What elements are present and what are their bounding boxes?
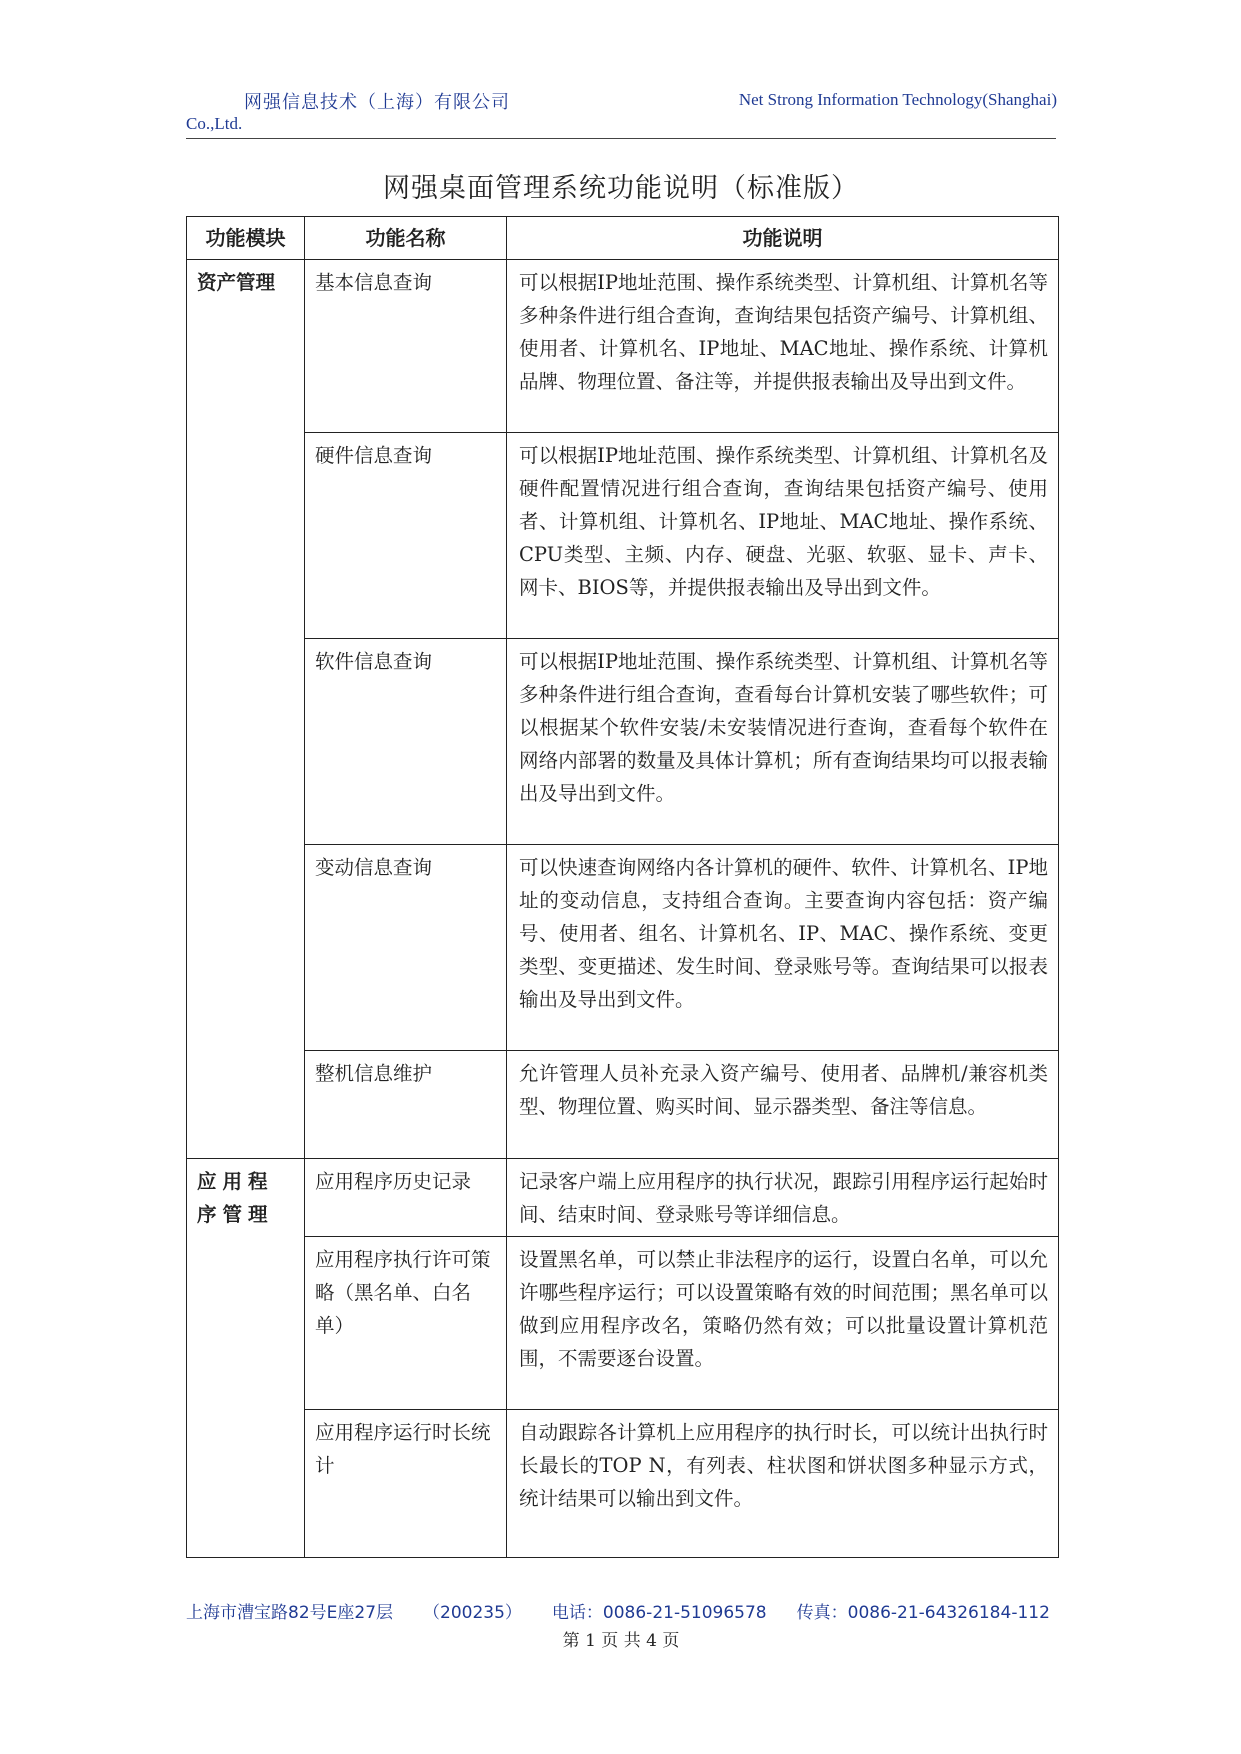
document-title: 网强桌面管理系统功能说明（标准版） xyxy=(383,173,859,204)
header-feature-desc: 功能说明 xyxy=(507,217,1059,260)
feature-desc: 可以根据IP地址范围、操作系统类型、计算机组、计算机名等多种条件进行组合查询，查询结果包括资产编号、计算机组、使用者、计算机名、IP地址、MAC地址、操作系统、计算机品牌、物理位置、备注等，并提供报表输出及导出到文件。 xyxy=(507,260,1059,433)
feature-desc: 可以根据IP地址范围、操作系统类型、计算机组、计算机名等多种条件进行组合查询，查看每台计算机安装了哪些软件；可以根据某个软件安装/未安装情况进行查询，查看每个软件在网络内部署的数量及具体计算机；所有查询结果均可以报表输出及导出到文件。 xyxy=(507,639,1059,845)
header-divider xyxy=(186,138,1056,139)
footer-phone: 电话：0086-21-51096578 xyxy=(551,1603,767,1623)
feature-name: 基本信息查询 xyxy=(305,260,507,433)
module-asset-management: 资产管理 xyxy=(187,260,305,1159)
feature-name: 硬件信息查询 xyxy=(305,433,507,639)
header-module: 功能模块 xyxy=(187,217,305,260)
feature-desc: 记录客户端上应用程序的执行状况，跟踪引用程序运行起始时间、结束时间、登录账号等详细信息。 xyxy=(507,1159,1059,1237)
table-row xyxy=(187,260,1059,433)
header-company-suffix: Co.,Ltd. xyxy=(186,114,243,133)
feature-desc: 可以快速查询网络内各计算机的硬件、软件、计算机名、IP地址的变动信息，支持组合查询。主要查询内容包括：资产编号、使用者、组名、计算机名、IP、MAC、操作系统、变更类型、变更描述、发生时间、登录账号等。查询结果可以报表输出及导出到文件。 xyxy=(507,845,1059,1051)
feature-desc: 自动跟踪各计算机上应用程序的执行时长，可以统计出执行时长最长的TOP N，有列表、柱状图和饼状图多种显示方式，统计结果可以输出到文件。 xyxy=(507,1410,1059,1558)
table-row xyxy=(187,1410,1059,1558)
table-row xyxy=(187,845,1059,1051)
table-row xyxy=(187,1237,1059,1410)
footer-postcode: （200235） xyxy=(423,1603,522,1623)
feature-table xyxy=(186,216,1059,1558)
footer-fax: 传真：0086-21-64326184-112 xyxy=(796,1603,1050,1623)
footer-contact xyxy=(186,1598,1066,1623)
feature-name: 应用程序历史记录 xyxy=(305,1159,507,1237)
feature-name: 整机信息维护 xyxy=(305,1051,507,1159)
table-row xyxy=(187,1051,1059,1159)
table-row xyxy=(187,639,1059,845)
feature-name: 应用程序执行许可策略（黑名单、白名单） xyxy=(305,1237,507,1410)
module-app-management: 应用程序管理 xyxy=(187,1159,305,1558)
header-company-en: Net Strong Information Technology(Shanghai) xyxy=(738,90,1057,109)
feature-desc: 可以根据IP地址范围、操作系统类型、计算机组、计算机名及硬件配置情况进行组合查询，查询结果包括资产编号、使用者、计算机组、计算机名、IP地址、MAC地址、操作系统、CPU类型、主频、内存、硬盘、光驱、软驱、显卡、声卡、网卡、BIOS等，并提供报表输出及导出到文件。 xyxy=(507,433,1059,639)
header-company-cn: 网强信息技术（上海）有限公司 xyxy=(244,92,510,113)
feature-desc: 允许管理人员补充录入资产编号、使用者、品牌机/兼容机类型、物理位置、购买时间、显示器类型、备注等信息。 xyxy=(507,1051,1059,1159)
header-feature-name: 功能名称 xyxy=(305,217,507,260)
feature-name: 软件信息查询 xyxy=(305,639,507,845)
feature-desc: 设置黑名单，可以禁止非法程序的运行，设置白名单，可以允许哪些程序运行；可以设置策略有效的时间范围；黑名单可以做到应用程序改名，策略仍然有效；可以批量设置计算机范围，不需要逐台设置。 xyxy=(507,1237,1059,1410)
feature-name: 变动信息查询 xyxy=(305,845,507,1051)
table-row xyxy=(187,1159,1059,1237)
table-header-row xyxy=(187,217,1059,260)
page-number: 第 1 页 共 4 页 xyxy=(562,1631,680,1651)
table-row xyxy=(187,433,1059,639)
feature-name: 应用程序运行时长统计 xyxy=(305,1410,507,1558)
footer-address: 上海市漕宝路82号E座27层 xyxy=(186,1603,394,1623)
